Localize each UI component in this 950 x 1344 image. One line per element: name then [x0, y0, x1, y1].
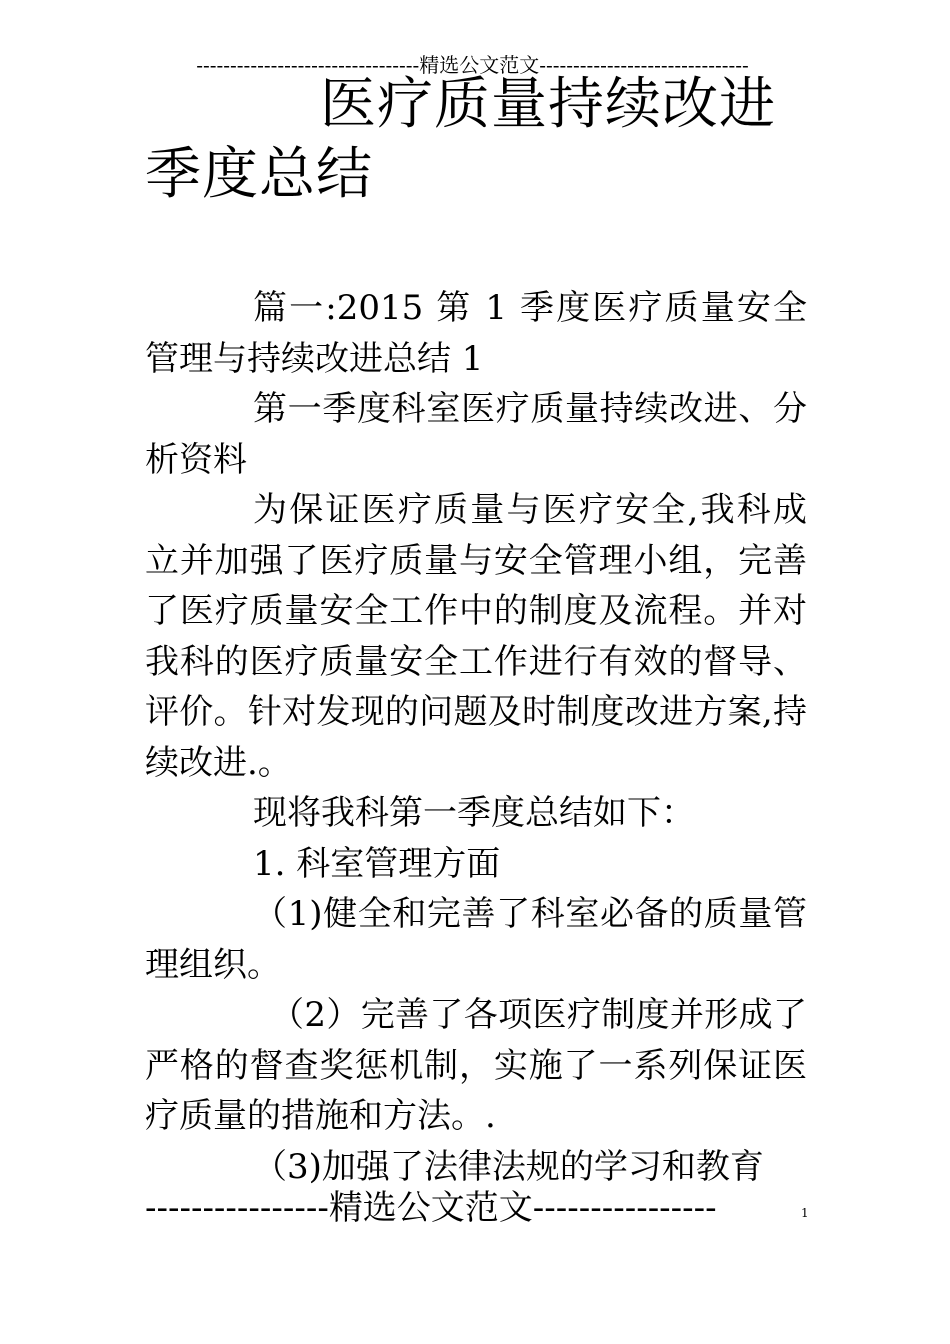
paragraph-intro: 为保证医疗质量与医疗安全,我科成立并加强了医疗质量与安全管理小组，完善了医疗质量安全工作中的制度及流程。并对我科的医疗质量安全工作进行有效的督导、评价。针对发现的问题及时制度改进方案,持续改进.。: [145, 490, 807, 783]
paragraph-section-1: 1. 科室管理方面: [253, 843, 501, 884]
paragraph-heading-part-one: 篇一:2015 第 1 季度医疗质量安全管理与持续改进总结 1: [145, 288, 807, 379]
paragraph-summary-lead: 现将我科第一季度总结如下：: [253, 793, 695, 833]
paragraph-item-1: （1)健全和完善了科室必备的质量管理组织。: [145, 894, 807, 985]
paragraph-item-3: （3)加强了法律法规的学习和教育: [253, 1146, 764, 1187]
title-line-1: 医疗质量持续改进: [320, 72, 776, 137]
paragraph-item-2: （2）完善了各项医疗制度并形成了严格的督查奖惩机制，实施了一系列保证医疗质量的措施和方法。.: [145, 995, 807, 1136]
document-title: [145, 70, 805, 210]
page-footer: ----------------精选公文范文----------------: [145, 1188, 717, 1228]
document-body: [145, 283, 807, 1192]
paragraph-subtitle: 第一季度科室医疗质量持续改进、分析资料: [145, 389, 807, 480]
page-header: ---------------------------------精选公文范文-------------------------------: [196, 53, 749, 77]
title-line-2: 季度总结: [145, 142, 373, 207]
page-number: 1: [801, 1206, 809, 1220]
